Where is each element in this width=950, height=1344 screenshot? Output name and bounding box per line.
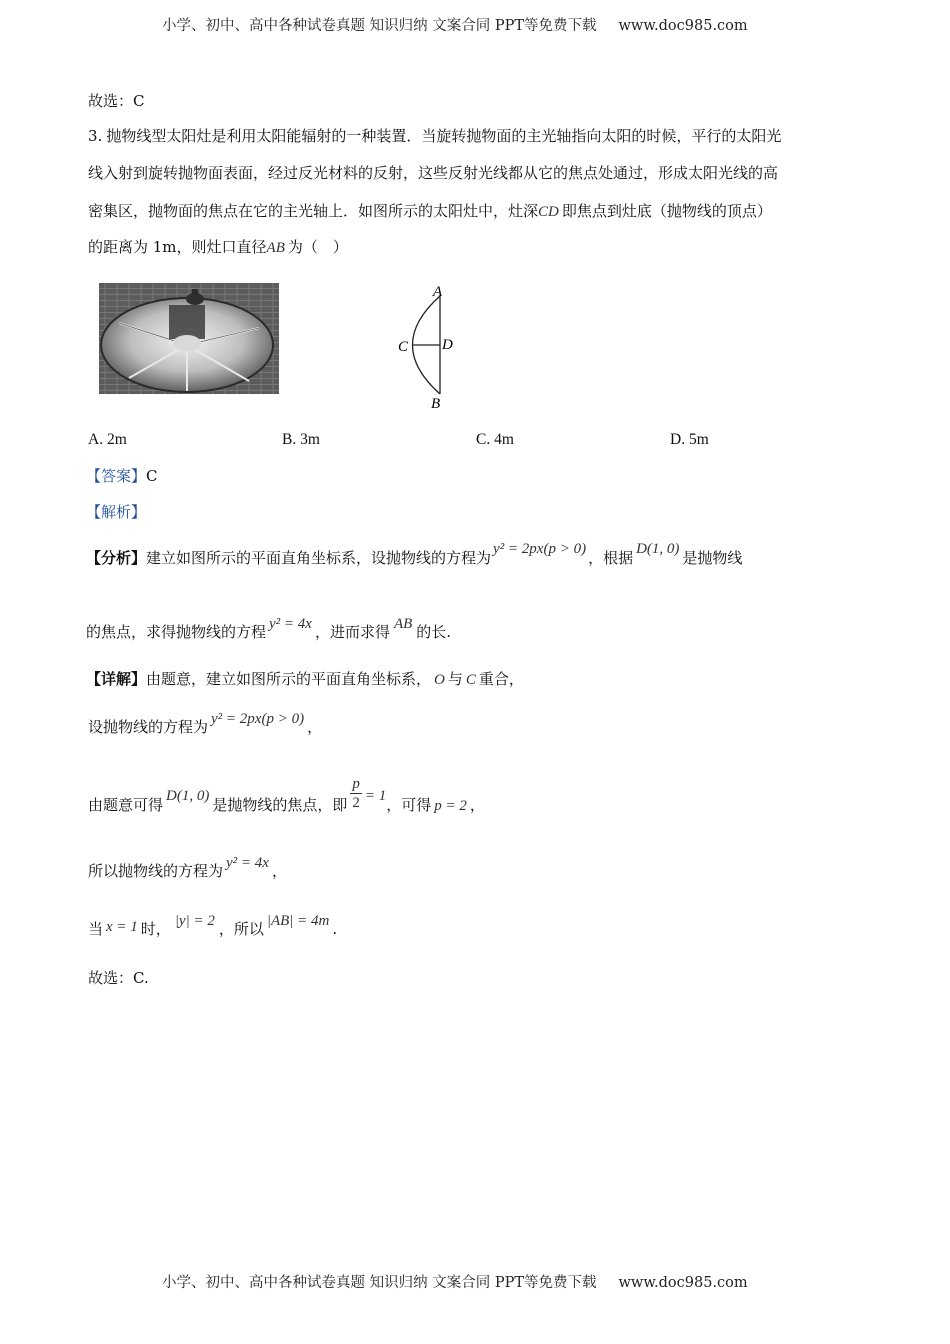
- fenxi-eq2: D(1, 0): [636, 541, 680, 557]
- question-line-1: [88, 126, 781, 146]
- detail-l4a: 所以抛物线的方程为: [88, 862, 224, 880]
- fenxi-eq4: AB: [393, 616, 413, 632]
- detail-l1b: 与: [447, 670, 463, 688]
- fenxi-eq1: y² = 2px(p > 0): [493, 541, 587, 557]
- question-text-4b: 为（ ）: [287, 238, 348, 256]
- detail-l2eq: y² = 2px(p > 0): [211, 711, 305, 727]
- detail-line-4: [88, 855, 287, 882]
- fenxi-line-1: [86, 541, 743, 569]
- label-d: D: [442, 337, 453, 353]
- question-line-3: [88, 201, 772, 222]
- detail-fraction: [350, 775, 362, 812]
- question-text-3: 密集区，抛物面的焦点在它的主光轴上．如图所示的太阳灶中，灶深: [88, 202, 539, 220]
- fenxi-t6: 的长.: [416, 623, 452, 641]
- footer-url[interactable]: www.doc985.com: [618, 1275, 748, 1291]
- question-text-4: 的距离为 1m，则灶口直径: [88, 238, 267, 256]
- footer-text: 小学、初中、高中各种试卷真题 知识归纳 文案合同 PPT等免费下载: [162, 1275, 597, 1291]
- question-line-2: 线入射到旋转抛物面表面，经过反光材料的反射，这些反射光线都从它的焦点处通过，形成太阳光线的高: [88, 164, 779, 182]
- solar-cooker-photo: [99, 283, 279, 394]
- fenxi-t2: ，根据: [588, 549, 634, 567]
- fenxi-t1: 建立如图所示的平面直角坐标系，设抛物线的方程为: [146, 549, 492, 567]
- detail-line-5: [88, 913, 338, 940]
- detail-l5eq1: x = 1: [106, 919, 138, 935]
- fraction-denominator: 2: [352, 795, 360, 811]
- label-b: B: [431, 396, 441, 412]
- parabola-diagram: [395, 282, 465, 412]
- fenxi-t3: 是抛物线: [682, 549, 743, 567]
- fenxi-t5: ，进而求得: [314, 623, 390, 641]
- detail-line-3: [88, 775, 485, 812]
- page-header: [162, 14, 748, 35]
- detail-tag: 【详解】: [86, 670, 147, 688]
- detail-conclusion: 故选：C.: [88, 969, 149, 987]
- question-text-3b: 即焦点到灶底（抛物线的顶点）: [561, 202, 772, 220]
- detail-l4eq: y² = 4x: [226, 855, 269, 871]
- detail-l5c: ，所以: [218, 920, 264, 938]
- fenxi-line-2: [86, 616, 452, 643]
- analysis-tag: 【解析】: [86, 503, 147, 521]
- detail-l5d: .: [332, 920, 338, 938]
- detail-l5eq3: |AB| = 4m: [266, 913, 330, 929]
- ab-symbol: AB: [266, 240, 285, 256]
- fenxi-t4: 的焦点，求得抛物线的方程: [86, 623, 267, 641]
- page-footer: [162, 1271, 748, 1292]
- detail-l1a: 由题意，建立如图所示的平面直角坐标系，: [146, 670, 432, 688]
- header-text: 小学、初中、高中各种试卷真题 知识归纳 文案合同 PPT等免费下载: [162, 18, 597, 34]
- detail-l5b: 时，: [140, 920, 171, 938]
- label-a: A: [433, 284, 443, 300]
- prev-answer: 故选：C: [88, 92, 145, 110]
- option-d[interactable]: D. 5m: [670, 431, 709, 448]
- fraction-numerator: p: [352, 776, 360, 792]
- detail-l5a: 当: [88, 920, 104, 938]
- cd-symbol: CD: [538, 204, 559, 220]
- detail-l3eq: D(1, 0): [166, 787, 210, 804]
- fenxi-eq3: y² = 4x: [269, 616, 312, 632]
- detail-l1c: C: [465, 672, 476, 688]
- detail-l3d: ，: [469, 795, 485, 814]
- question-text-1: 抛物线型太阳灶是利用太阳能辐射的一种装置．当旋转抛物面的主光轴指向太阳的时候，平行的太阳光: [106, 127, 782, 145]
- fenxi-tag: 【分析】: [86, 549, 147, 567]
- detail-l5eq2: |y| = 2: [174, 913, 215, 929]
- detail-l3c: ，可得: [386, 795, 432, 814]
- detail-l3frac-rhs: = 1: [364, 787, 387, 804]
- detail-l2b: ，: [307, 718, 323, 736]
- option-c[interactable]: C. 4m: [476, 431, 514, 448]
- question-number: 3.: [88, 127, 103, 145]
- detail-line-1: [86, 669, 524, 690]
- detail-l3eq2: p = 2: [434, 797, 467, 814]
- answer-line: [86, 466, 158, 486]
- question-line-4: [88, 237, 348, 258]
- header-url[interactable]: www.doc985.com: [618, 18, 748, 34]
- answer-tag: 【答案】: [86, 467, 147, 485]
- detail-l1d: 重合，: [478, 670, 524, 688]
- detail-l2a: 设抛物线的方程为: [88, 718, 209, 736]
- option-b[interactable]: B. 3m: [282, 431, 320, 448]
- answer-value: C: [146, 467, 158, 485]
- detail-l1o: O: [434, 672, 445, 688]
- label-c: C: [398, 339, 409, 355]
- detail-l4b: ，: [271, 862, 287, 880]
- option-a[interactable]: A. 2m: [88, 431, 127, 448]
- detail-l3b: 是抛物线的焦点，即: [212, 795, 348, 814]
- detail-l3a: 由题意可得: [88, 795, 164, 814]
- detail-line-2: [88, 711, 323, 738]
